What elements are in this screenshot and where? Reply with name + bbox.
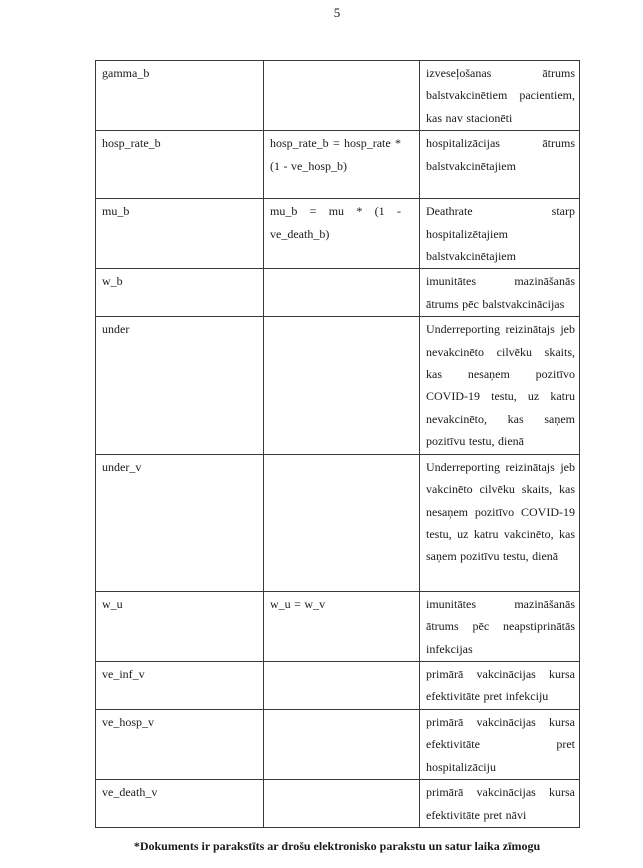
signature-footer-note: *Dokuments ir parakstīts ar drošu elektronisko parakstu un satur laika zīmogu (133, 839, 541, 853)
formula-cell: w_u = w_v (264, 591, 420, 661)
formula-cell (264, 780, 420, 828)
description-cell: imunitātes mazināšanās ātrums pēc balstvakcinācijas (420, 269, 580, 317)
description-cell: primārā vakcinācijas kursa efektivitāte pret infekciju (420, 661, 580, 709)
description-cell: Underreporting reizinātajs jeb vakcinēto cilvēku skaits, kas nesaņem pozitīvo COVID-19 testu, uz katru vakcinēto, kas saņem pozitīvu testu, dienā (420, 454, 580, 591)
table-row (96, 709, 580, 779)
table-row (96, 199, 580, 269)
param-cell: w_b (96, 269, 264, 317)
table-row (96, 591, 580, 661)
description-cell: Underreporting reizinātajs jeb nevakcinēto cilvēku skaits, kas nesaņem pozitīvo COVID-19 testu, uz katru nevakcinēto, kas saņem pozitīvu testu, dienā (420, 317, 580, 454)
formula-cell (264, 454, 420, 591)
description-cell: primārā vakcinācijas kursa efektivitāte pret hospitalizāciju (420, 709, 580, 779)
param-cell: ve_death_v (96, 780, 264, 828)
table-row (96, 269, 580, 317)
param-cell: w_u (96, 591, 264, 661)
formula-cell: mu_b = mu * (1 - ve_death_b) (264, 199, 420, 269)
formula-cell (264, 61, 420, 131)
formula-cell (264, 709, 420, 779)
description-cell: Deathrate starp hospitalizētajiem balstvakcinētajiem (420, 199, 580, 269)
param-cell: under (96, 317, 264, 454)
formula-cell (264, 269, 420, 317)
table-row (96, 780, 580, 828)
formula-cell (264, 661, 420, 709)
description-cell: hospitalizācijas ātrums balstvakcinētajiem (420, 131, 580, 199)
table-row (96, 454, 580, 591)
table-row (96, 317, 580, 454)
table-row (96, 131, 580, 199)
param-cell: hosp_rate_b (96, 131, 264, 199)
param-cell: ve_hosp_v (96, 709, 264, 779)
param-cell: under_v (96, 454, 264, 591)
param-cell: ve_inf_v (96, 661, 264, 709)
page-number: 5 (333, 5, 341, 20)
param-cell: gamma_b (96, 61, 264, 131)
formula-cell: hosp_rate_b = hosp_rate * (1 - ve_hosp_b) (264, 131, 420, 199)
description-cell: imunitātes mazināšanās ātrums pēc neapstiprinātās infekcijas (420, 591, 580, 661)
param-cell: mu_b (96, 199, 264, 269)
formula-cell (264, 317, 420, 454)
description-cell: primārā vakcinācijas kursa efektivitāte pret nāvi (420, 780, 580, 828)
description-cell: izveseļošanas ātrums balstvakcinētiem pacientiem, kas nav stacionēti (420, 61, 580, 131)
table-row (96, 661, 580, 709)
table-row (96, 61, 580, 131)
parameter-table (95, 60, 580, 828)
parameter-table-body (96, 61, 580, 828)
